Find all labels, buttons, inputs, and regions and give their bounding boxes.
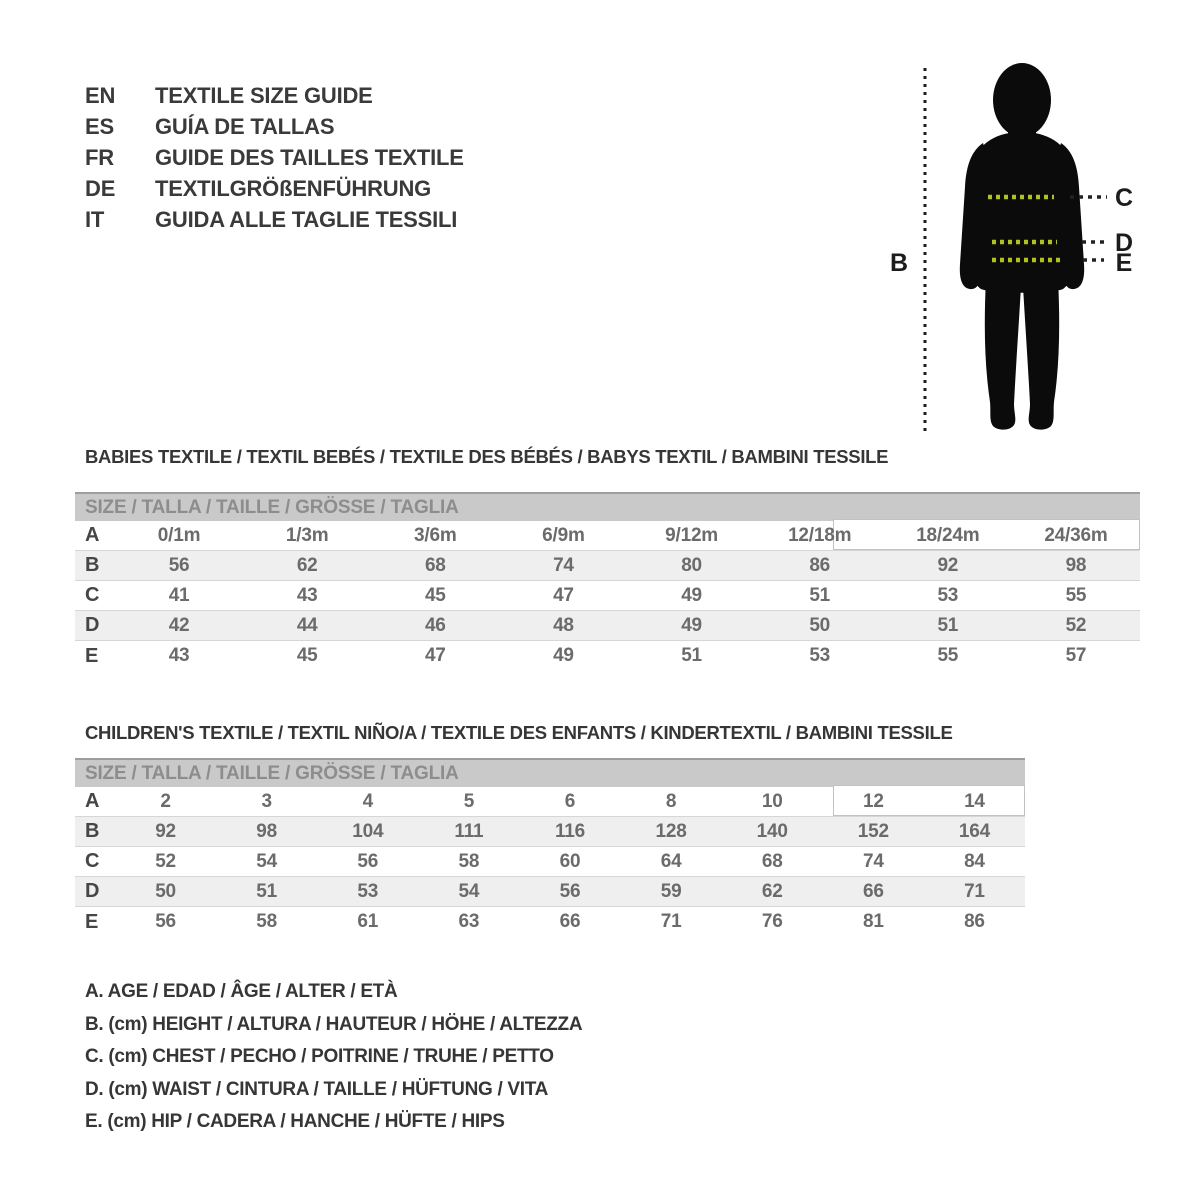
size-cell: 53 (937, 584, 959, 606)
size-cell: 68 (761, 850, 783, 872)
size-cell: 80 (681, 554, 702, 576)
size-cell: 74 (553, 554, 574, 576)
size-cell: 51 (937, 614, 959, 636)
size-cell: 50 (155, 880, 176, 902)
size-cell: 55 (937, 645, 959, 666)
size-cell: 52 (1065, 614, 1087, 636)
size-cell: 46 (424, 614, 446, 636)
size-cell: 111 (454, 820, 484, 842)
chest-letter-label: C (1114, 184, 1134, 212)
size-cell: 10 (761, 790, 783, 812)
child-measurement-figure (870, 40, 1150, 460)
size-cell: 61 (357, 911, 379, 932)
size-cell: 24/36m (1044, 524, 1108, 546)
size-cell: 52 (155, 850, 176, 872)
size-row-D (75, 877, 1025, 907)
size-cell: 51 (256, 880, 278, 902)
size-cell: 1/3m (285, 524, 329, 546)
size-row-B (75, 551, 1140, 581)
size-cell: 41 (168, 584, 190, 606)
size-cell: 4 (362, 790, 373, 812)
size-cell: 47 (424, 645, 446, 666)
size-cell: 66 (862, 880, 884, 902)
size-cell: 49 (681, 614, 702, 636)
size-row-E (75, 641, 1140, 671)
size-cell: 62 (761, 880, 783, 902)
size-cell: 140 (756, 820, 788, 842)
size-cell: 47 (553, 584, 574, 606)
size-cell: 64 (660, 850, 682, 872)
size-cell: 56 (357, 850, 379, 872)
size-cell: 71 (964, 880, 985, 902)
size-cell: 14 (964, 790, 985, 812)
size-cell: 3/6m (414, 524, 457, 546)
size-cell: 45 (424, 584, 446, 606)
size-cell: 49 (553, 645, 574, 666)
size-cell: 55 (1065, 584, 1087, 606)
size-cell: 44 (296, 614, 318, 636)
size-cell: 18/24m (916, 524, 980, 546)
size-cell: 59 (660, 880, 682, 902)
size-cell: 42 (168, 614, 190, 636)
size-cell: 74 (862, 850, 884, 872)
language-row (85, 142, 464, 173)
children-table-rows (75, 787, 1025, 937)
size-cell: 48 (553, 614, 574, 636)
language-row (85, 111, 464, 142)
size-header-text: SIZE / TALLA / TAILLE / GRÖSSE / TAGLIA (85, 763, 459, 784)
language-title: GUÍA DE TALLAS (155, 113, 335, 139)
size-cell: 56 (168, 554, 190, 576)
size-cell: 58 (458, 850, 480, 872)
language-code: DE (85, 175, 116, 201)
row-label: C (85, 850, 100, 872)
language-title-list (85, 80, 464, 235)
size-cell: 116 (554, 820, 586, 842)
language-code: IT (85, 206, 105, 232)
babies-size-header-bar (75, 492, 1140, 521)
size-cell: 6/9m (542, 524, 585, 546)
size-cell: 128 (655, 820, 687, 842)
size-cell: 12 (862, 790, 884, 812)
height-letter-label: B (889, 249, 909, 277)
measurement-legend (85, 976, 582, 1139)
language-row (85, 173, 464, 204)
size-header-text: SIZE / TALLA / TAILLE / GRÖSSE / TAGLIA (85, 497, 459, 518)
size-cell: 51 (809, 584, 831, 606)
row-label: A (85, 524, 100, 546)
size-cell: 98 (1065, 554, 1087, 576)
waist-letter-label: D (1114, 229, 1134, 257)
size-cell: 84 (964, 850, 985, 872)
row-label: E (85, 910, 99, 933)
size-cell: 8 (665, 790, 677, 812)
size-cell: 9/12m (665, 524, 718, 546)
size-cell: 86 (964, 911, 985, 932)
size-cell: 56 (155, 911, 176, 932)
language-row (85, 204, 464, 235)
size-row-A (75, 521, 1140, 551)
size-row-C (75, 581, 1140, 611)
size-cell: 43 (296, 584, 318, 606)
row-label: C (85, 584, 100, 606)
children-section-heading: CHILDREN'S TEXTILE / TEXTIL NIÑO/A / TEXTILE DES ENFANTS / KINDERTEXTIL / BAMBINI TESSILE (85, 722, 953, 743)
size-cell: 63 (458, 911, 480, 932)
legend-line: E. (cm) HIP / CADERA / HANCHE / HÜFTE / HIPS (85, 1111, 505, 1132)
size-cell: 71 (660, 911, 682, 932)
size-cell: 58 (256, 911, 278, 932)
size-cell: 51 (681, 645, 702, 666)
size-row-A (75, 787, 1025, 817)
row-label: D (85, 880, 100, 902)
language-row (85, 80, 464, 111)
size-cell: 68 (424, 554, 446, 576)
size-cell: 98 (256, 820, 278, 842)
size-cell: 3 (261, 790, 272, 812)
size-cell: 5 (463, 790, 475, 812)
language-code: EN (85, 82, 116, 108)
language-title: GUIDE DES TAILLES TEXTILE (155, 144, 464, 170)
child-silhouette-svg (870, 40, 1150, 460)
size-cell: 86 (809, 554, 831, 576)
legend-line: B. (cm) HEIGHT / ALTURA / HAUTEUR / HÖHE / ALTEZZA (85, 1013, 583, 1035)
babies-size-table (75, 492, 1140, 671)
size-cell: 62 (296, 554, 318, 576)
hip-letter-label: E (1115, 249, 1133, 277)
size-cell: 92 (155, 820, 176, 842)
legend-line: A. AGE / EDAD / ÂGE / ALTER / ETÀ (85, 981, 398, 1002)
size-cell: 60 (559, 850, 581, 872)
size-cell: 57 (1065, 645, 1087, 666)
size-cell: 6 (564, 790, 576, 812)
size-row-C (75, 847, 1025, 877)
size-row-E (75, 907, 1025, 937)
language-title: TEXTILGRÖßENFÜHRUNG (155, 175, 432, 201)
size-cell: 81 (862, 911, 884, 932)
size-cell: 53 (357, 880, 379, 902)
size-cell: 53 (809, 645, 831, 666)
language-code: ES (85, 113, 114, 139)
row-label: E (85, 644, 99, 667)
size-row-B (75, 817, 1025, 847)
size-cell: 43 (168, 645, 190, 666)
row-label: B (85, 554, 100, 576)
size-cell: 92 (937, 554, 959, 576)
row-label: A (85, 790, 100, 812)
children-size-table (75, 758, 1025, 937)
size-cell: 66 (559, 911, 581, 932)
size-cell: 0/1m (157, 524, 201, 546)
size-cell: 49 (681, 584, 702, 606)
size-cell: 12/18m (788, 524, 852, 546)
babies-section-heading: BABIES TEXTILE / TEXTIL BEBÉS / TEXTILE DES BÉBÉS / BABYS TEXTIL / BAMBINI TESSILE (85, 446, 889, 467)
size-cell: 54 (256, 850, 278, 872)
language-title: TEXTILE SIZE GUIDE (155, 82, 373, 108)
size-row-D (75, 611, 1140, 641)
size-cell: 56 (559, 880, 581, 902)
legend-line: C. (cm) CHEST / PECHO / POITRINE / TRUHE / PETTO (85, 1046, 554, 1067)
size-cell: 164 (958, 820, 990, 842)
size-cell: 76 (761, 911, 783, 932)
row-label: D (85, 614, 100, 636)
size-cell: 45 (296, 645, 318, 666)
size-cell: 50 (809, 614, 831, 636)
row-label: B (85, 820, 100, 842)
children-size-header-bar (75, 758, 1025, 787)
child-silhouette (960, 63, 1084, 430)
size-cell: 104 (352, 820, 384, 842)
legend-line: D. (cm) WAIST / CINTURA / TAILLE / HÜFTUNG / VITA (85, 1078, 549, 1100)
language-title: GUIDA ALLE TAGLIE TESSILI (155, 206, 458, 232)
babies-table-rows (75, 521, 1140, 671)
size-cell: 152 (857, 820, 889, 842)
size-cell: 2 (160, 790, 171, 812)
language-code: FR (85, 144, 114, 170)
size-cell: 54 (458, 880, 480, 902)
